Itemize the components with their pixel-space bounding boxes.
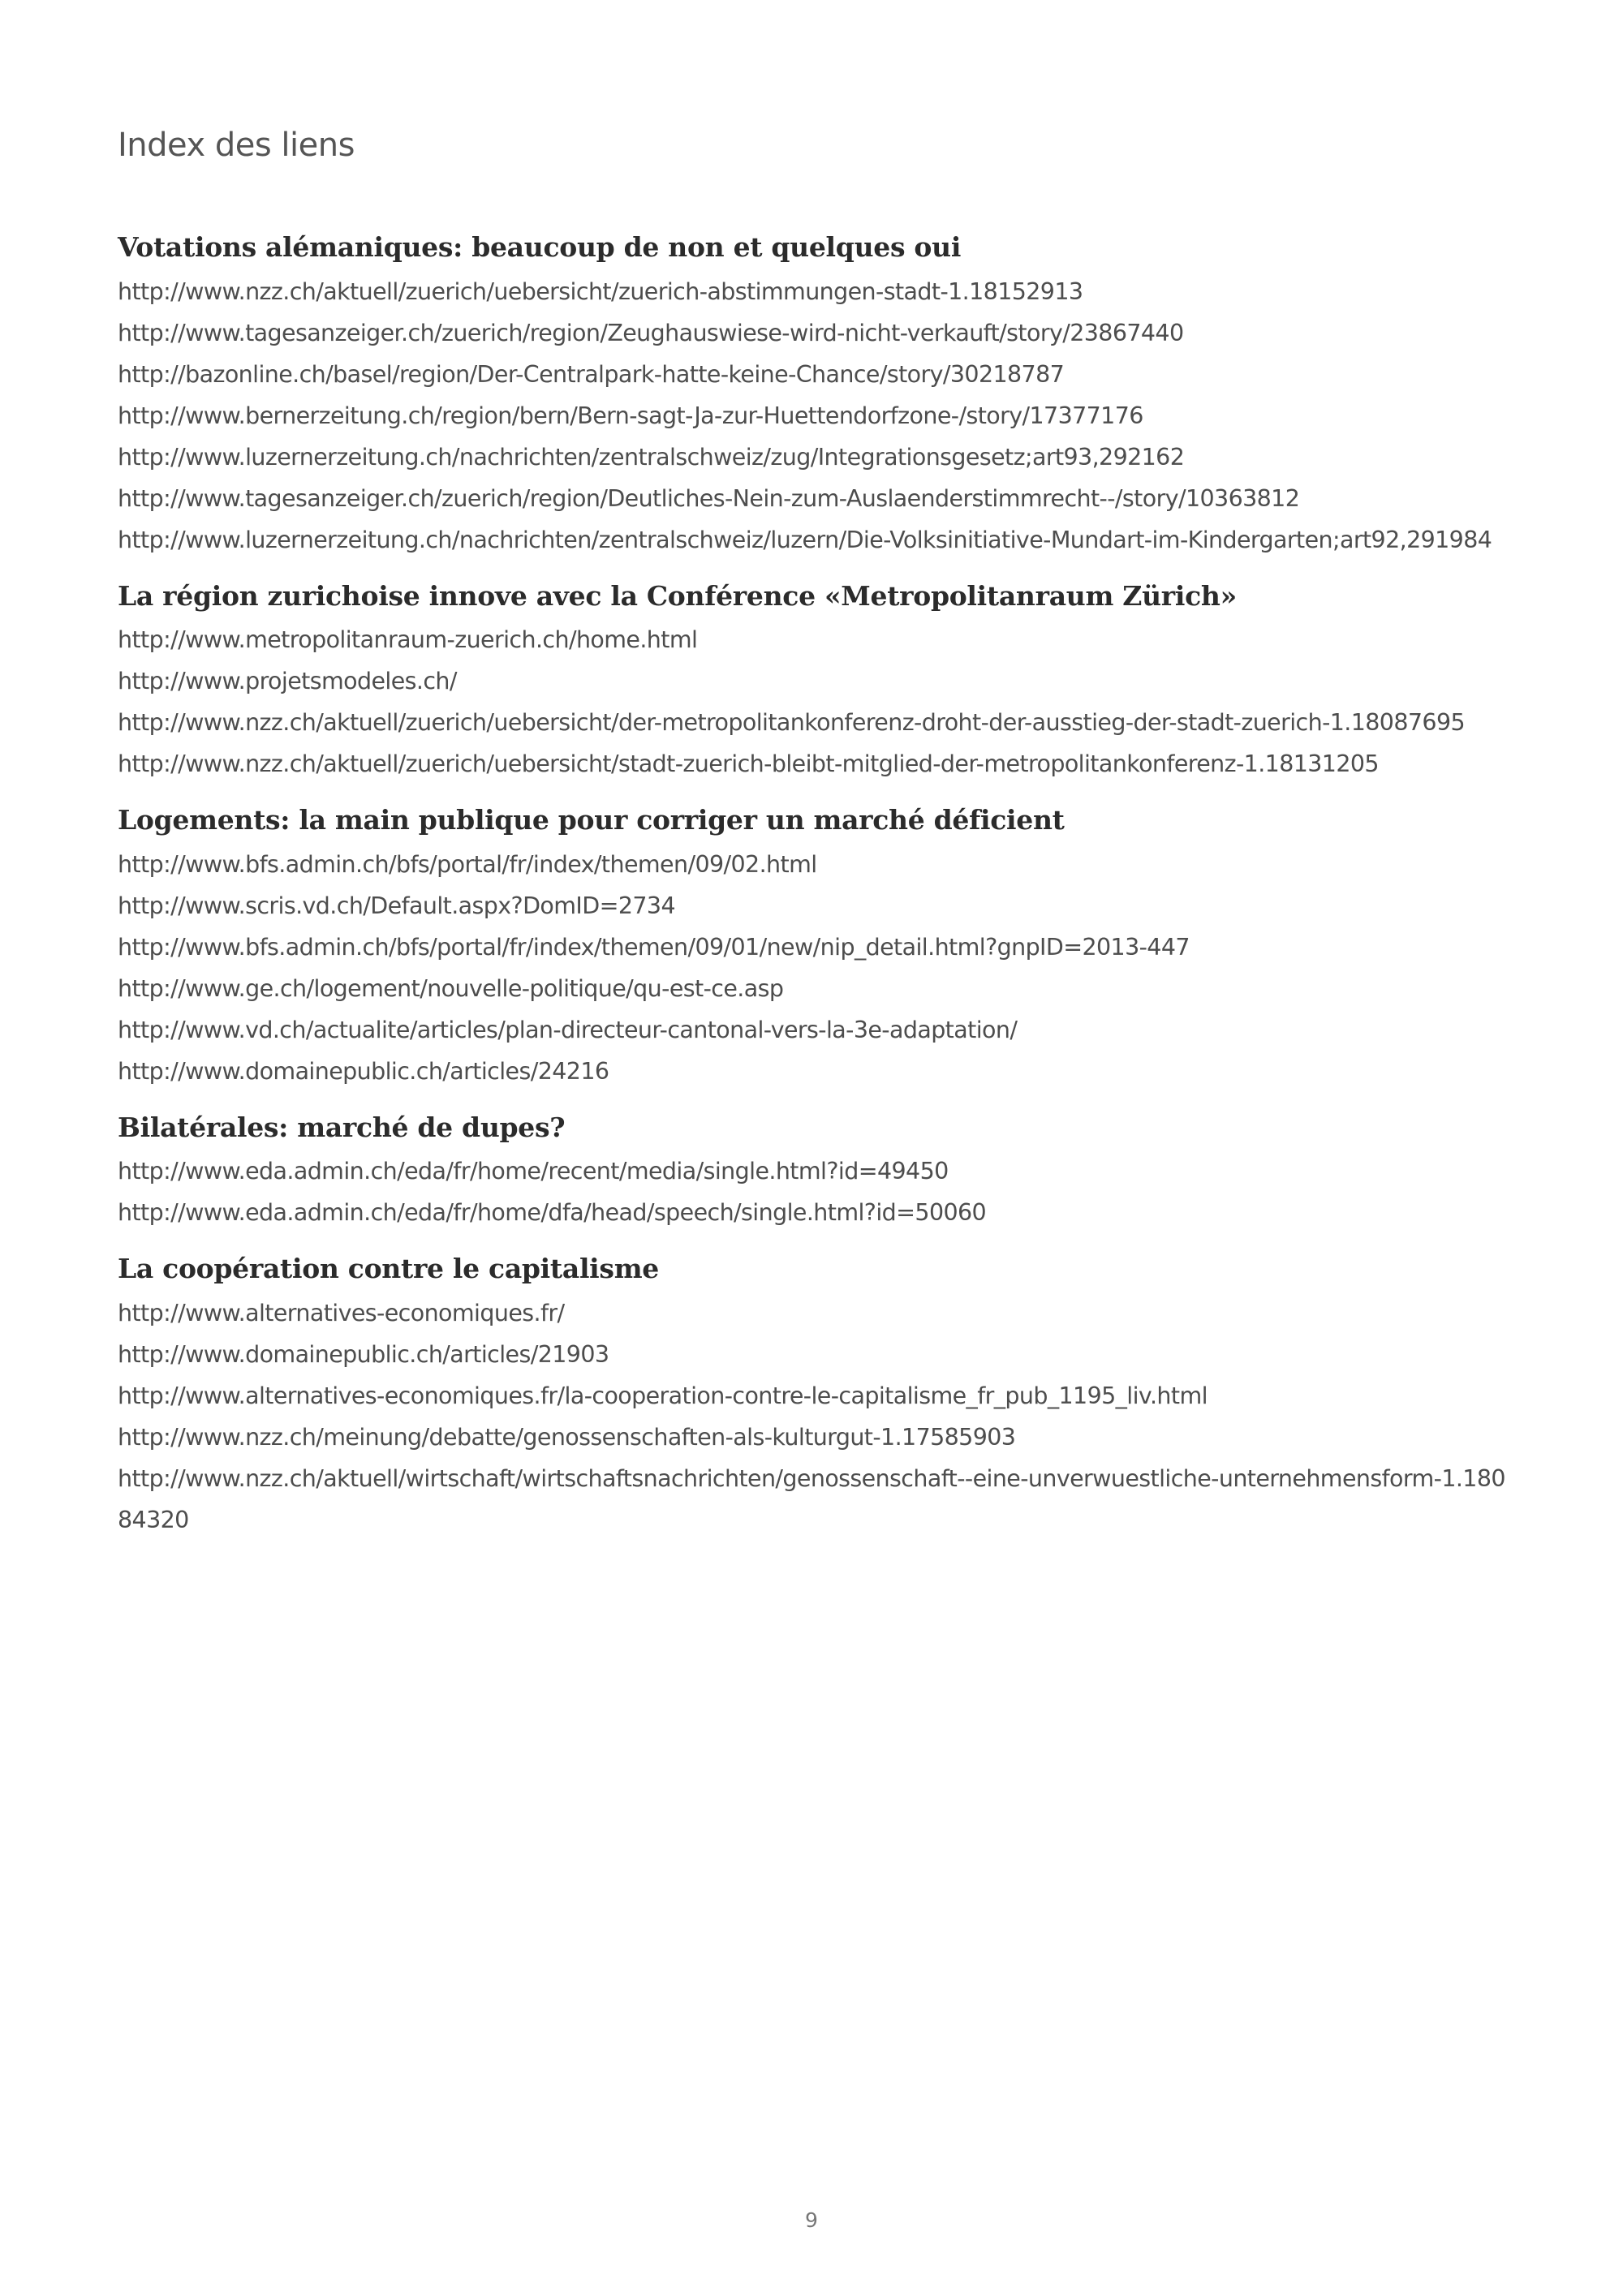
- link-item[interactable]: http://www.tagesanzeiger.ch/zuerich/region/Deutliches-Nein-zum-Auslaenderstimmrecht--/story/10363812: [118, 484, 1300, 512]
- link-item[interactable]: http://www.nzz.ch/aktuell/zuerich/uebersicht/der-metropolitankonferenz-droht-der-ausstieg-der-stadt-zuerich-1.18087695: [118, 709, 1466, 737]
- link-list: [118, 1150, 1513, 1233]
- link-item[interactable]: http://www.bfs.admin.ch/bfs/portal/fr/index/themen/09/02.html: [118, 850, 817, 878]
- link-list: [118, 619, 1513, 785]
- link-item[interactable]: http://www.eda.admin.ch/eda/fr/home/dfa/head/speech/single.html?id=50060: [118, 1199, 987, 1227]
- link-list: [118, 1292, 1513, 1541]
- section-votations: [118, 230, 1513, 561]
- link-item[interactable]: http://www.projetsmodeles.ch/: [118, 668, 457, 695]
- link-item[interactable]: http://www.bernerzeitung.ch/region/bern/Bern-sagt-Ja-zur-Huettendorfzone-/story/17377176: [118, 402, 1143, 429]
- link-item[interactable]: http://www.nzz.ch/aktuell/wirtschaft/wirtschaftsnachrichten/genossenschaft--eine-unverwuestliche-unternehmensform-1.18084320: [118, 1464, 1505, 1533]
- link-item[interactable]: http://www.domainepublic.ch/articles/24216: [118, 1057, 609, 1085]
- section-heading: Bilatérales: marché de dupes?: [118, 1111, 566, 1143]
- document-page: [118, 126, 1513, 1559]
- link-item[interactable]: http://www.eda.admin.ch/eda/fr/home/recent/media/single.html?id=49450: [118, 1158, 949, 1185]
- section-cooperation: [118, 1251, 1513, 1541]
- page-number: 9: [805, 2208, 818, 2232]
- link-item[interactable]: http://www.luzernerzeitung.ch/nachrichten/zentralschweiz/zug/Integrationsgesetz;art93,292162: [118, 443, 1185, 471]
- link-item[interactable]: http://www.ge.ch/logement/nouvelle-politique/qu-est-ce.asp: [118, 974, 784, 1002]
- link-item[interactable]: http://bazonline.ch/basel/region/Der-Centralpark-hatte-keine-Chance/story/30218787: [118, 360, 1065, 388]
- link-item[interactable]: http://www.vd.ch/actualite/articles/plan-directeur-cantonal-vers-la-3e-adaptation/: [118, 1016, 1018, 1043]
- page-title: Index des liens: [118, 127, 355, 164]
- section-heading: La coopération contre le capitalisme: [118, 1253, 660, 1285]
- link-item[interactable]: http://www.bfs.admin.ch/bfs/portal/fr/index/themen/09/01/new/nip_detail.html?gnpID=2013-447: [118, 933, 1190, 961]
- section-logements: [118, 802, 1513, 1092]
- link-item[interactable]: http://www.scris.vd.ch/Default.aspx?DomID=2734: [118, 892, 675, 919]
- section-metropolitanraum: [118, 578, 1513, 785]
- link-item[interactable]: http://www.nzz.ch/meinung/debatte/genossenschaften-als-kulturgut-1.17585903: [118, 1423, 1016, 1451]
- link-item[interactable]: http://www.alternatives-economiques.fr/: [118, 1299, 565, 1326]
- link-list: [118, 271, 1513, 561]
- link-item[interactable]: http://www.domainepublic.ch/articles/21903: [118, 1340, 609, 1368]
- section-heading: Votations alémaniques: beaucoup de non et quelques oui: [118, 231, 962, 263]
- link-item[interactable]: http://www.tagesanzeiger.ch/zuerich/region/Zeughauswiese-wird-nicht-verkauft/story/23867440: [118, 319, 1184, 346]
- link-item[interactable]: http://www.alternatives-economiques.fr/la-cooperation-contre-le-capitalisme_fr_pub_1195_liv.html: [118, 1382, 1208, 1409]
- link-list: [118, 844, 1513, 1092]
- link-item[interactable]: http://www.nzz.ch/aktuell/zuerich/uebersicht/stadt-zuerich-bleibt-mitglied-der-metropolitankonferenz-1.18131205: [118, 750, 1379, 778]
- link-item[interactable]: http://www.nzz.ch/aktuell/zuerich/uebersicht/zuerich-abstimmungen-stadt-1.18152913: [118, 277, 1083, 305]
- section-bilaterales: [118, 1110, 1513, 1234]
- link-item[interactable]: http://www.luzernerzeitung.ch/nachrichten/zentralschweiz/luzern/Die-Volksinitiative-Mundart-im-Kindergarten;art92,291984: [118, 526, 1492, 553]
- section-heading: La région zurichoise innove avec la Conférence «Metropolitanraum Zürich»: [118, 579, 1237, 612]
- link-item[interactable]: http://www.metropolitanraum-zuerich.ch/home.html: [118, 626, 698, 654]
- section-heading: Logements: la main publique pour corriger un marché déficient: [118, 804, 1065, 836]
